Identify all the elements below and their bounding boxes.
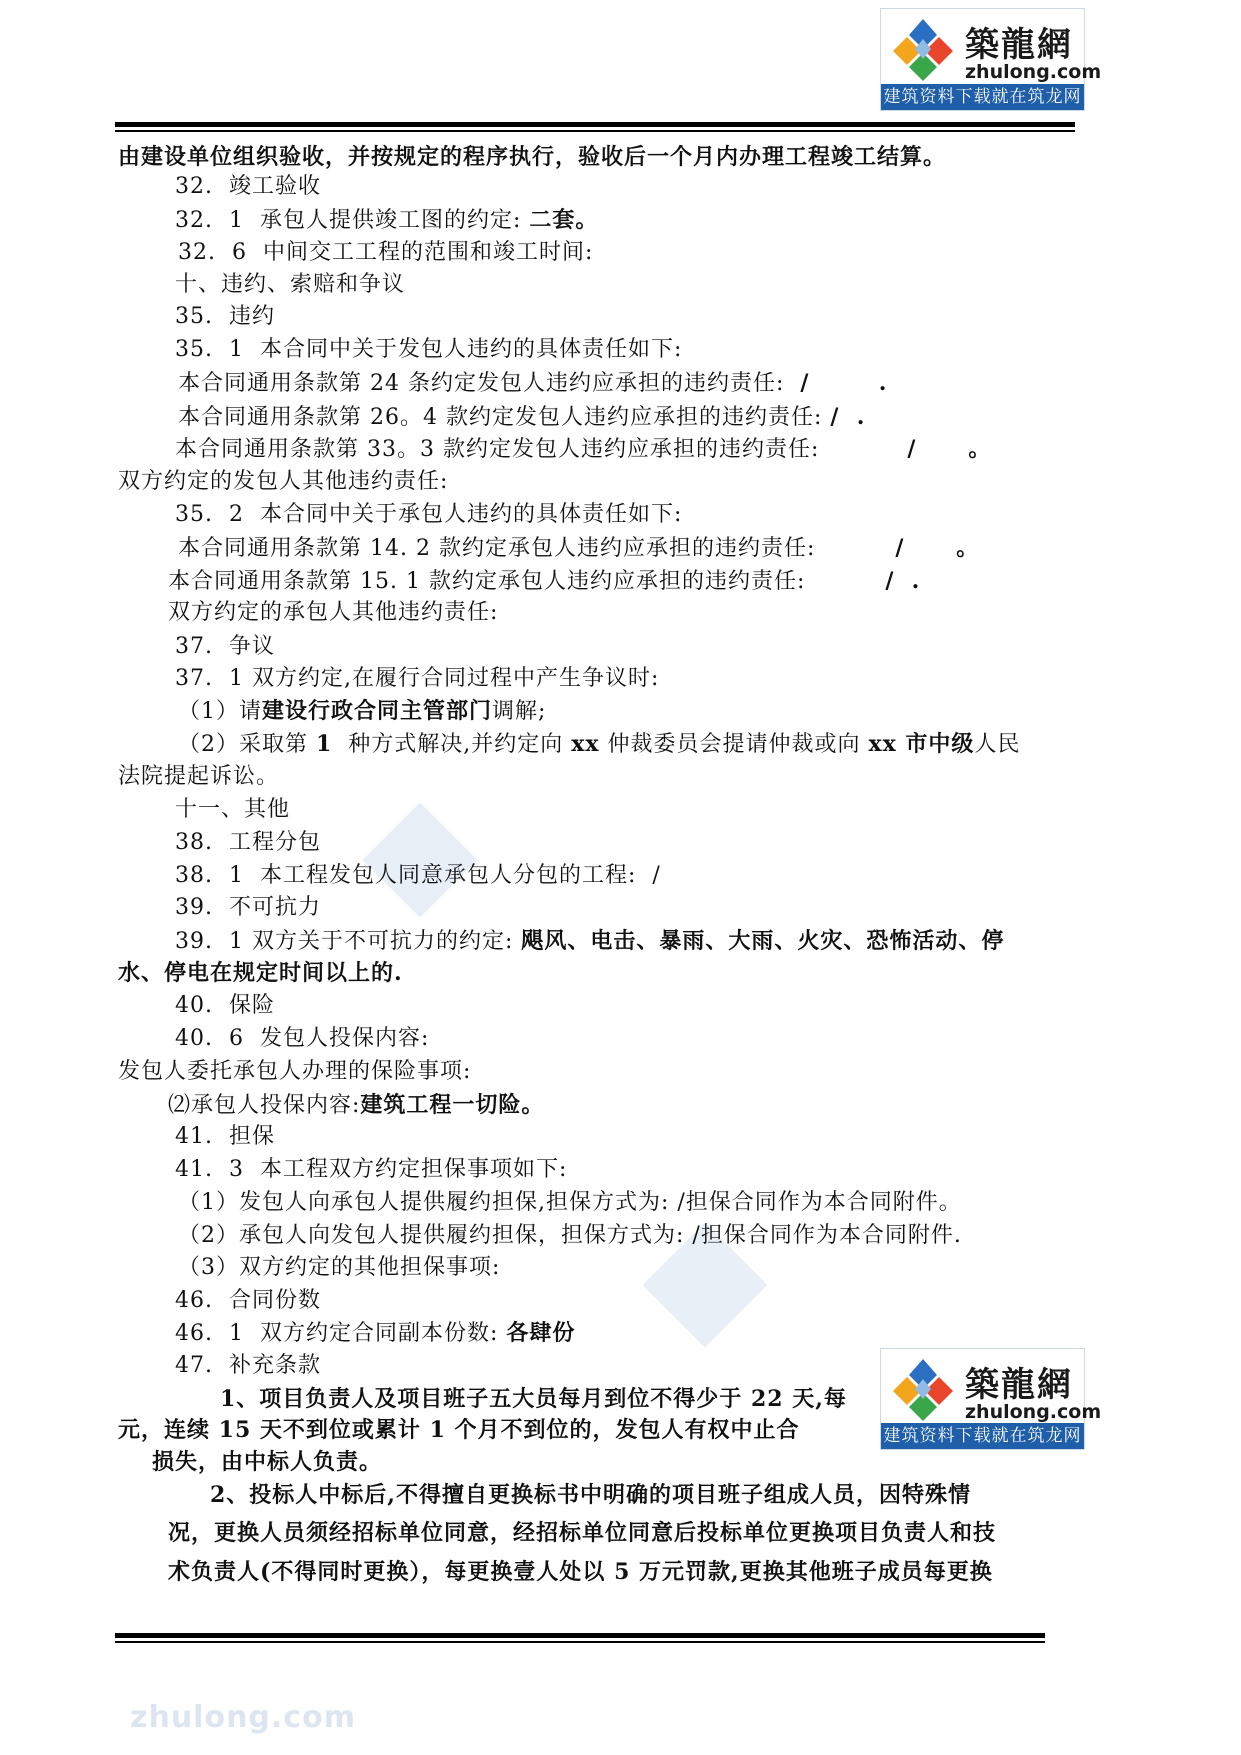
- text-segment: / 。: [895, 535, 980, 561]
- text-segment: 32. 6 中间交工工程的范围和竣工时间:: [178, 240, 594, 265]
- watermark-icon: [360, 800, 480, 920]
- text-segment: 二套。: [529, 207, 599, 233]
- logo-mark-icon: [887, 15, 959, 83]
- text-line: [178, 238, 593, 268]
- text-segment: 41. 3 本工程双方约定担保事项如下:: [175, 1157, 568, 1182]
- text-line: [175, 500, 682, 530]
- header-rule-thick: [115, 122, 1075, 127]
- text-segment: 40. 保险: [175, 993, 275, 1018]
- text-line: [175, 1286, 321, 1316]
- text-segment: 种方式解决,并约定向: [332, 732, 572, 757]
- text-segment: xx: [571, 731, 600, 757]
- text-segment: 35. 2 本合同中关于承包人违约的具体责任如下:: [175, 502, 683, 527]
- text-segment: 46. 合同份数: [175, 1288, 321, 1313]
- text-line: [175, 893, 321, 923]
- text-segment: 32. 竣工验收: [175, 174, 321, 199]
- text-line: [175, 795, 290, 825]
- text-segment: 由建设单位组织验收，并按规定的程序执行，验收后一个月内办理工程竣工结算。: [118, 144, 947, 170]
- text-line: [118, 958, 403, 989]
- text-line: [178, 1188, 962, 1218]
- text-segment: / .: [800, 370, 888, 396]
- text-line: [175, 172, 321, 202]
- text-line: [178, 1253, 500, 1283]
- text-segment: 39. 1 双方关于不可抗力的约定:: [175, 929, 522, 954]
- text-segment: 十一、其他: [175, 797, 291, 822]
- text-segment: 调解;: [492, 699, 547, 724]
- text-line: [168, 1518, 996, 1549]
- text-line: [175, 434, 991, 465]
- text-segment: 术负责人(不得同时更换），每更换壹人处以 5 万元罚款,更换其他班子成员每更换: [168, 1559, 993, 1585]
- text-line: [118, 762, 279, 792]
- text-line: [168, 1557, 993, 1588]
- text-segment: 双方约定的发包人其他违约责任:: [118, 469, 449, 494]
- text-line: [175, 991, 275, 1021]
- header-rule-thin: [115, 130, 1075, 132]
- text-line: [210, 1480, 971, 1511]
- text-segment: 况，更换人员须经招标单位同意，经招标单位同意后投标单位更换项目负责人和技: [168, 1520, 997, 1546]
- text-segment: 1、项目负责人及项目班子五大员每月到位不得少于 22 天,每: [220, 1386, 847, 1412]
- text-segment: 2、投标人中标后,不得擅自更换标书中明确的项目班子组成人员，因特殊情: [210, 1482, 971, 1508]
- text-line: [175, 1318, 575, 1349]
- text-line: [175, 205, 598, 236]
- text-segment: （1）发包人向承包人提供履约担保,担保方式为: /担保合同作为本合同附件。: [178, 1190, 962, 1215]
- text-line: [178, 729, 1020, 760]
- text-line: [175, 926, 1004, 957]
- text-segment: 本合同通用条款第 33。3 款约定发包人违约应承担的违约责任:: [175, 437, 908, 462]
- text-segment: 47. 补充条款: [175, 1353, 321, 1378]
- text-segment: 37. 1 双方约定,在履行合同过程中产生争议时:: [175, 666, 660, 691]
- text-line: [175, 828, 321, 858]
- text-segment: 本合同通用条款第 26。4 款约定发包人违约应承担的违约责任:: [178, 405, 831, 430]
- text-line: [175, 861, 661, 891]
- text-segment: 元，连续 15 天不到位或累计 1 个月不到位的，发包人有权中止合: [118, 1417, 800, 1443]
- text-line: [175, 270, 405, 300]
- zhulong-logo: [880, 8, 1102, 111]
- text-segment: 本合同通用条款第 15. 1 款约定承包人违约应承担的违约责任:: [168, 569, 886, 594]
- footer-watermark: zhulong.com: [130, 1700, 356, 1735]
- text-segment: 35. 违约: [175, 304, 275, 329]
- text-segment: 32. 1 承包人提供竣工图的约定:: [175, 208, 530, 233]
- text-segment: 各肆份: [506, 1320, 576, 1346]
- text-line: [175, 664, 659, 694]
- text-segment: 38. 1 本工程发包人同意承包人分包的工程: /: [175, 863, 661, 888]
- text-segment: ⑵承包人投保内容:: [168, 1093, 361, 1118]
- logo-chinese-name: 築龍網: [965, 25, 1073, 65]
- text-line: [178, 402, 865, 433]
- text-segment: 飓风、电击、暴雨、大雨、火灾、恐怖活动、停: [521, 928, 1005, 954]
- logo-mark-icon: [887, 1355, 959, 1423]
- text-line: [175, 302, 275, 332]
- text-segment: 40. 6 发包人投保内容:: [175, 1026, 430, 1051]
- text-segment: 法院提起诉讼。: [118, 764, 280, 789]
- text-segment: （3）双方约定的其他担保事项:: [178, 1255, 501, 1280]
- text-line: [175, 632, 275, 662]
- text-line: [178, 696, 546, 727]
- text-segment: 41. 担保: [175, 1124, 275, 1149]
- text-segment: 本合同通用条款第 14. 2 款约定承包人违约应承担的违约责任:: [178, 536, 896, 561]
- text-line: [175, 1122, 275, 1152]
- text-segment: 建设行政合同主管部门: [262, 698, 493, 724]
- text-segment: 水、停电在规定时间以上的.: [118, 960, 403, 986]
- logo-domain: zhulong.com: [965, 61, 1102, 83]
- text-segment: xx 市中级: [868, 731, 975, 757]
- text-line: [178, 533, 979, 564]
- text-line: [118, 1057, 471, 1087]
- text-segment: 损失，由中标人负责。: [152, 1449, 383, 1475]
- logo-slogan: 建筑资料下载就在筑龙网: [881, 1423, 1084, 1449]
- text-segment: （2）采取第: [178, 732, 316, 757]
- text-segment: 双方约定的承包人其他违约责任:: [168, 600, 499, 625]
- text-line: [118, 142, 946, 173]
- text-line: [178, 1221, 962, 1251]
- footer-rule-thick: [115, 1633, 1045, 1638]
- zhulong-logo-overlay: [880, 1348, 1102, 1450]
- logo-domain: zhulong.com: [965, 1401, 1102, 1423]
- text-segment: 十、违约、索赔和争议: [175, 272, 406, 297]
- text-line: [168, 1090, 544, 1121]
- text-line: [175, 1155, 567, 1185]
- text-line: [175, 335, 682, 365]
- text-line: [168, 598, 498, 628]
- text-segment: （1）请: [178, 699, 262, 724]
- text-segment: / 。: [907, 436, 992, 462]
- text-line: [175, 1351, 321, 1381]
- text-segment: 46. 1 双方约定合同副本份数:: [175, 1321, 507, 1346]
- text-line: [178, 368, 887, 399]
- text-segment: / .: [885, 568, 921, 594]
- text-segment: 38. 工程分包: [175, 830, 321, 855]
- text-segment: 建筑工程一切险。: [360, 1092, 545, 1118]
- text-line: [118, 467, 448, 497]
- text-segment: 人民: [974, 732, 1021, 757]
- text-segment: 37. 争议: [175, 634, 275, 659]
- text-line: [175, 1024, 429, 1054]
- text-segment: （2）承包人向发包人提供履约担保，担保方式为: /担保合同作为本合同附件.: [178, 1223, 962, 1248]
- text-segment: 35. 1 本合同中关于发包人违约的具体责任如下:: [175, 337, 683, 362]
- logo-chinese-name: 築龍網: [965, 1365, 1073, 1405]
- text-line: [152, 1447, 382, 1478]
- text-line: [118, 1415, 800, 1446]
- footer-rule-thin: [115, 1641, 1045, 1643]
- logo-slogan: 建筑资料下载就在筑龙网: [881, 84, 1084, 110]
- text-segment: / .: [830, 404, 866, 430]
- text-segment: 发包人委托承包人办理的保险事项:: [118, 1059, 472, 1084]
- text-segment: 本合同通用条款第 24 条约定发包人违约应承担的违约责任:: [178, 371, 801, 396]
- text-segment: 仲裁委员会提请仲裁或向: [599, 732, 869, 757]
- text-segment: 1: [316, 731, 333, 757]
- text-line: [220, 1384, 847, 1415]
- text-line: [168, 566, 920, 597]
- text-segment: 39. 不可抗力: [175, 895, 321, 920]
